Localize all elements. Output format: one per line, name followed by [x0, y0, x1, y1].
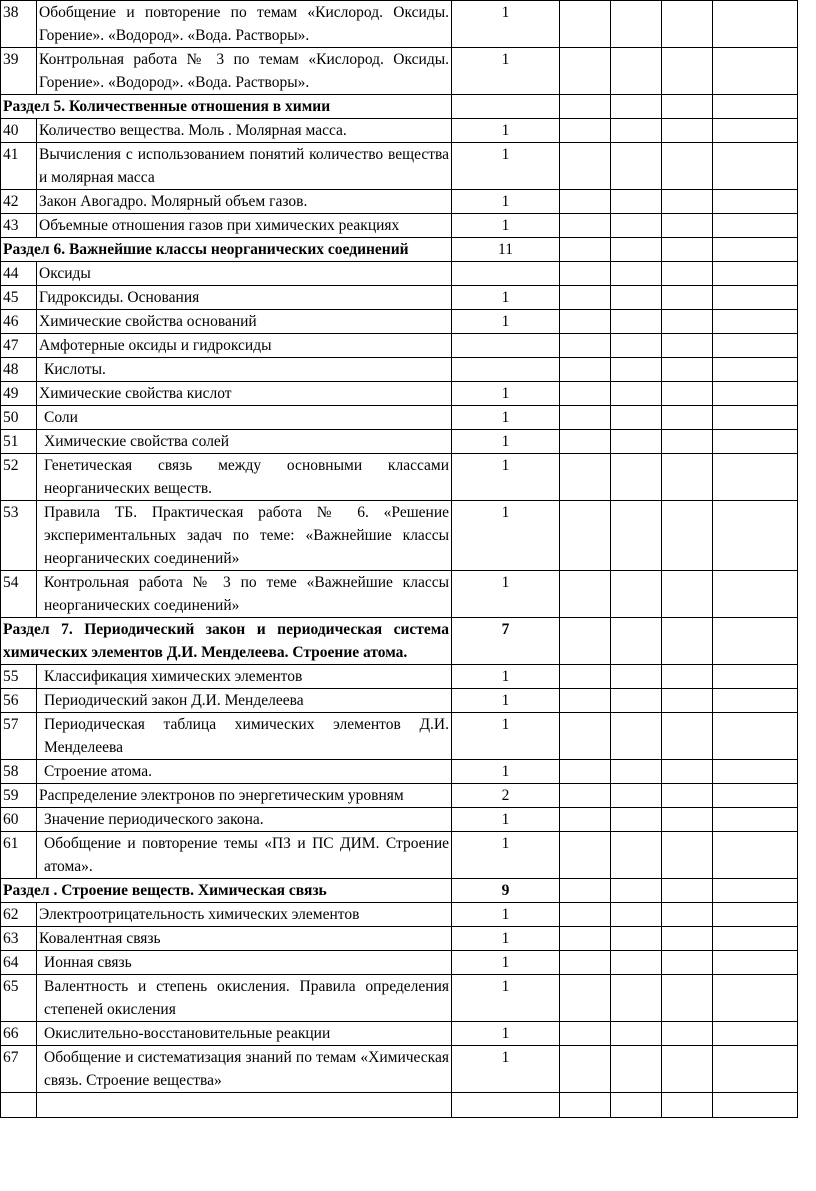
lesson-row — [1, 1022, 798, 1046]
lesson-title: Контрольная работа № 3 по темам «Кислород. Оксиды. Горение». «Водород». «Вода. Растворы». — [37, 48, 452, 95]
empty-cell — [611, 1022, 662, 1046]
lesson-title: Ионная связь — [37, 951, 452, 975]
empty-cell — [662, 571, 713, 618]
lesson-hours — [452, 334, 560, 358]
empty-cell — [713, 903, 798, 927]
lesson-row — [1, 689, 798, 713]
lesson-hours: 1 — [452, 382, 560, 406]
lesson-hours: 1 — [452, 951, 560, 975]
empty-cell — [560, 618, 611, 665]
lesson-title: Закон Авогадро. Молярный объем газов. — [37, 190, 452, 214]
lesson-row — [1, 1046, 798, 1093]
empty-cell — [713, 358, 798, 382]
lesson-hours: 1 — [452, 760, 560, 784]
empty-cell — [662, 927, 713, 951]
lesson-row — [1, 310, 798, 334]
lesson-number: 49 — [1, 382, 37, 406]
lesson-number: 48 — [1, 358, 37, 382]
lesson-row — [1, 571, 798, 618]
lesson-number: 46 — [1, 310, 37, 334]
empty-cell — [662, 214, 713, 238]
empty-cell — [713, 238, 798, 262]
lesson-hours: 1 — [452, 571, 560, 618]
section-row — [1, 95, 798, 119]
empty-cell — [560, 1046, 611, 1093]
empty-cell — [560, 454, 611, 501]
section-row — [1, 618, 798, 665]
section-hours: 9 — [452, 879, 560, 903]
lesson-number: 38 — [1, 1, 37, 48]
lesson-row — [1, 665, 798, 689]
empty-cell — [713, 975, 798, 1022]
empty-cell — [713, 689, 798, 713]
lesson-title: Химические свойства оснований — [37, 310, 452, 334]
lesson-row — [1, 262, 798, 286]
empty-cell — [662, 143, 713, 190]
lesson-hours: 1 — [452, 190, 560, 214]
lesson-number: 64 — [1, 951, 37, 975]
empty-cell — [713, 1, 798, 48]
empty-cell — [713, 951, 798, 975]
empty-cell — [611, 190, 662, 214]
lesson-number: 56 — [1, 689, 37, 713]
empty-cell — [611, 406, 662, 430]
empty-cell — [560, 689, 611, 713]
lesson-row — [1, 214, 798, 238]
empty-cell — [662, 975, 713, 1022]
empty-cell — [662, 262, 713, 286]
empty-cell — [713, 784, 798, 808]
empty-cell — [611, 95, 662, 119]
lesson-hours: 1 — [452, 832, 560, 879]
empty-cell — [662, 48, 713, 95]
empty-cell — [713, 808, 798, 832]
empty-cell — [662, 95, 713, 119]
empty-cell — [560, 358, 611, 382]
lesson-number: 62 — [1, 903, 37, 927]
empty-cell — [611, 784, 662, 808]
empty-cell — [713, 1022, 798, 1046]
empty-cell — [713, 1046, 798, 1093]
section-hours: 11 — [452, 238, 560, 262]
lesson-number: 40 — [1, 119, 37, 143]
lesson-hours: 1 — [452, 406, 560, 430]
lesson-number: 67 — [1, 1046, 37, 1093]
empty-cell — [662, 1093, 713, 1118]
empty-cell — [713, 430, 798, 454]
empty-cell — [662, 190, 713, 214]
lesson-row — [1, 430, 798, 454]
empty-cell — [611, 1, 662, 48]
empty-cell — [560, 808, 611, 832]
lesson-title: Обобщение и повторение по темам «Кислород. Оксиды. Горение». «Водород». «Вода. Растворы». — [37, 1, 452, 48]
empty-cell — [611, 832, 662, 879]
lesson-title: Периодический закон Д.И. Менделеева — [37, 689, 452, 713]
empty-cell — [611, 903, 662, 927]
empty-cell — [611, 927, 662, 951]
empty-cell — [560, 879, 611, 903]
lesson-hours: 1 — [452, 286, 560, 310]
lesson-row — [1, 406, 798, 430]
blank-row — [1, 1093, 798, 1118]
empty-cell — [560, 48, 611, 95]
lesson-title: Распределение электронов по энергетическим уровням — [37, 784, 452, 808]
empty-cell — [611, 1093, 662, 1118]
lesson-hours: 1 — [452, 1, 560, 48]
empty-cell — [560, 951, 611, 975]
lesson-row — [1, 143, 798, 190]
empty-cell — [662, 1, 713, 48]
empty-cell — [611, 214, 662, 238]
lesson-row — [1, 760, 798, 784]
empty-cell — [662, 501, 713, 571]
empty-cell — [611, 358, 662, 382]
empty-cell — [611, 665, 662, 689]
lesson-title: Вычисления с использованием понятий количество вещества и молярная масса — [37, 143, 452, 190]
empty-cell — [713, 665, 798, 689]
empty-cell — [662, 454, 713, 501]
lesson-number: 60 — [1, 808, 37, 832]
empty-cell — [560, 1, 611, 48]
empty-cell — [662, 784, 713, 808]
lesson-number: 63 — [1, 927, 37, 951]
section-row — [1, 238, 798, 262]
lesson-title: Обобщение и систематизация знаний по темам «Химическая связь. Строение вещества» — [37, 1046, 452, 1093]
empty-cell — [611, 310, 662, 334]
empty-cell — [560, 784, 611, 808]
empty-cell — [713, 119, 798, 143]
empty-cell — [713, 286, 798, 310]
empty-cell — [560, 927, 611, 951]
empty-cell — [713, 927, 798, 951]
empty-cell — [713, 1093, 798, 1118]
lesson-title: Периодическая таблица химических элементов Д.И. Менделеева — [37, 713, 452, 760]
lesson-title: Количество вещества. Моль . Молярная масса. — [37, 119, 452, 143]
lesson-title: Кислоты. — [37, 358, 452, 382]
lesson-title: Генетическая связь между основными классами неорганических веществ. — [37, 454, 452, 501]
lesson-hours: 1 — [452, 903, 560, 927]
section-title: Раздел 5. Количественные отношения в химии — [1, 95, 452, 119]
lesson-title: Строение атома. — [37, 760, 452, 784]
empty-cell — [560, 430, 611, 454]
lesson-number: 51 — [1, 430, 37, 454]
lesson-hours: 1 — [452, 48, 560, 95]
empty-cell — [713, 334, 798, 358]
lesson-hours: 1 — [452, 713, 560, 760]
empty-cell — [560, 571, 611, 618]
empty-cell — [662, 310, 713, 334]
lesson-hours: 1 — [452, 975, 560, 1022]
empty-cell — [560, 382, 611, 406]
lesson-title: Правила ТБ. Практическая работа № 6. «Решение экспериментальных задач по теме: «Важнейшие классы неорганических соединений» — [37, 501, 452, 571]
empty-cell — [662, 358, 713, 382]
section-title: Раздел 7. Периодический закон и периодическая система химических элементов Д.И. Менделеева. Строение атома. — [1, 618, 452, 665]
empty-cell — [713, 571, 798, 618]
empty-cell — [611, 951, 662, 975]
lesson-title: Значение периодического закона. — [37, 808, 452, 832]
empty-cell — [611, 501, 662, 571]
lesson-number: 50 — [1, 406, 37, 430]
lesson-title: Химические свойства кислот — [37, 382, 452, 406]
empty-cell — [662, 1046, 713, 1093]
empty-cell — [560, 262, 611, 286]
empty-cell — [560, 975, 611, 1022]
empty-cell — [611, 808, 662, 832]
empty-cell — [611, 879, 662, 903]
empty-cell — [713, 618, 798, 665]
lesson-row — [1, 286, 798, 310]
empty-cell — [611, 571, 662, 618]
empty-cell — [560, 95, 611, 119]
empty-cell — [713, 310, 798, 334]
empty-cell — [611, 48, 662, 95]
empty-cell — [713, 879, 798, 903]
lesson-number: 39 — [1, 48, 37, 95]
lesson-row — [1, 334, 798, 358]
empty-cell — [713, 48, 798, 95]
empty-cell — [662, 238, 713, 262]
lesson-hours: 1 — [452, 310, 560, 334]
empty-cell — [662, 430, 713, 454]
lesson-title: Амфотерные оксиды и гидроксиды — [37, 334, 452, 358]
lesson-title: Объемные отношения газов при химических реакциях — [37, 214, 452, 238]
empty-cell — [611, 1046, 662, 1093]
lesson-row — [1, 832, 798, 879]
lesson-number: 47 — [1, 334, 37, 358]
section-hours — [452, 95, 560, 119]
lesson-hours: 1 — [452, 689, 560, 713]
lesson-title: Классификация химических элементов — [37, 665, 452, 689]
empty-cell — [611, 262, 662, 286]
empty-cell — [611, 454, 662, 501]
lesson-row — [1, 713, 798, 760]
lesson-title: Электроотрицательность химических элементов — [37, 903, 452, 927]
empty-cell — [713, 454, 798, 501]
empty-cell — [713, 760, 798, 784]
lesson-hours: 1 — [452, 1046, 560, 1093]
lesson-row — [1, 382, 798, 406]
lesson-title: Контрольная работа № 3 по теме «Важнейшие классы неорганических соединений» — [37, 571, 452, 618]
empty-cell — [611, 286, 662, 310]
empty-cell — [611, 143, 662, 190]
empty-cell — [662, 334, 713, 358]
lesson-hours: 2 — [452, 784, 560, 808]
lesson-number: 61 — [1, 832, 37, 879]
empty-cell — [713, 382, 798, 406]
empty-cell — [611, 689, 662, 713]
empty-cell — [662, 832, 713, 879]
empty-cell — [560, 214, 611, 238]
empty-cell — [560, 832, 611, 879]
lesson-number: 44 — [1, 262, 37, 286]
empty-cell — [560, 286, 611, 310]
empty-cell — [611, 618, 662, 665]
empty-cell — [611, 430, 662, 454]
lesson-hours: 1 — [452, 927, 560, 951]
empty-cell — [713, 406, 798, 430]
empty-cell — [560, 190, 611, 214]
lesson-row — [1, 903, 798, 927]
empty-cell — [560, 406, 611, 430]
lesson-row — [1, 951, 798, 975]
empty-cell — [560, 119, 611, 143]
lesson-row — [1, 501, 798, 571]
empty-cell — [611, 975, 662, 1022]
empty-cell — [713, 501, 798, 571]
lesson-hours: 1 — [452, 454, 560, 501]
empty-cell — [662, 903, 713, 927]
empty-cell — [662, 665, 713, 689]
lesson-title: Химические свойства солей — [37, 430, 452, 454]
empty-cell — [452, 1093, 560, 1118]
section-title: Раздел . Строение веществ. Химическая связь — [1, 879, 452, 903]
lesson-hours: 1 — [452, 665, 560, 689]
empty-cell — [662, 879, 713, 903]
empty-cell — [560, 501, 611, 571]
lesson-title: Оксиды — [37, 262, 452, 286]
empty-cell — [662, 713, 713, 760]
lesson-hours: 1 — [452, 1022, 560, 1046]
lesson-hours: 1 — [452, 501, 560, 571]
empty-cell — [662, 808, 713, 832]
lesson-row — [1, 1, 798, 48]
lesson-title: Ковалентная связь — [37, 927, 452, 951]
empty-cell — [662, 760, 713, 784]
empty-cell — [611, 713, 662, 760]
section-hours: 7 — [452, 618, 560, 665]
lesson-number: 66 — [1, 1022, 37, 1046]
empty-cell — [560, 760, 611, 784]
lesson-number: 41 — [1, 143, 37, 190]
lesson-plan-body — [1, 1, 798, 1118]
empty-cell — [662, 382, 713, 406]
lesson-row — [1, 927, 798, 951]
lesson-title: Соли — [37, 406, 452, 430]
empty-cell — [560, 665, 611, 689]
empty-cell — [560, 310, 611, 334]
empty-cell — [1, 1093, 37, 1118]
lesson-number: 54 — [1, 571, 37, 618]
lesson-title: Гидроксиды. Основания — [37, 286, 452, 310]
lesson-title: Валентность и степень окисления. Правила определения степеней окисления — [37, 975, 452, 1022]
empty-cell — [560, 903, 611, 927]
lesson-row — [1, 784, 798, 808]
empty-cell — [662, 618, 713, 665]
empty-cell — [37, 1093, 452, 1118]
lesson-row — [1, 358, 798, 382]
lesson-hours — [452, 262, 560, 286]
lesson-hours: 1 — [452, 214, 560, 238]
lesson-number: 52 — [1, 454, 37, 501]
lesson-row — [1, 119, 798, 143]
lesson-number: 42 — [1, 190, 37, 214]
lesson-number: 55 — [1, 665, 37, 689]
lesson-number: 65 — [1, 975, 37, 1022]
lesson-row — [1, 454, 798, 501]
empty-cell — [662, 406, 713, 430]
empty-cell — [611, 334, 662, 358]
lesson-title: Окислительно-восстановительные реакции — [37, 1022, 452, 1046]
lesson-row — [1, 808, 798, 832]
lesson-number: 58 — [1, 760, 37, 784]
lesson-row — [1, 975, 798, 1022]
empty-cell — [662, 286, 713, 310]
empty-cell — [713, 832, 798, 879]
lesson-number: 53 — [1, 501, 37, 571]
empty-cell — [713, 190, 798, 214]
empty-cell — [611, 382, 662, 406]
section-row — [1, 879, 798, 903]
lesson-number: 59 — [1, 784, 37, 808]
empty-cell — [713, 143, 798, 190]
lesson-hours: 1 — [452, 143, 560, 190]
empty-cell — [662, 1022, 713, 1046]
empty-cell — [713, 262, 798, 286]
empty-cell — [713, 95, 798, 119]
lesson-number: 43 — [1, 214, 37, 238]
empty-cell — [560, 1093, 611, 1118]
lesson-hours: 1 — [452, 430, 560, 454]
lesson-hours: 1 — [452, 119, 560, 143]
lesson-hours: 1 — [452, 808, 560, 832]
empty-cell — [560, 334, 611, 358]
lesson-number: 45 — [1, 286, 37, 310]
empty-cell — [662, 689, 713, 713]
lesson-row — [1, 48, 798, 95]
empty-cell — [560, 143, 611, 190]
lesson-number: 57 — [1, 713, 37, 760]
empty-cell — [662, 119, 713, 143]
lesson-hours — [452, 358, 560, 382]
empty-cell — [662, 951, 713, 975]
empty-cell — [611, 238, 662, 262]
lesson-row — [1, 190, 798, 214]
empty-cell — [611, 119, 662, 143]
empty-cell — [560, 238, 611, 262]
empty-cell — [713, 713, 798, 760]
section-title: Раздел 6. Важнейшие классы неорганических соединений — [1, 238, 452, 262]
empty-cell — [560, 1022, 611, 1046]
empty-cell — [611, 760, 662, 784]
empty-cell — [713, 214, 798, 238]
empty-cell — [560, 713, 611, 760]
lesson-title: Обобщение и повторение темы «ПЗ и ПС ДИМ. Строение атома». — [37, 832, 452, 879]
